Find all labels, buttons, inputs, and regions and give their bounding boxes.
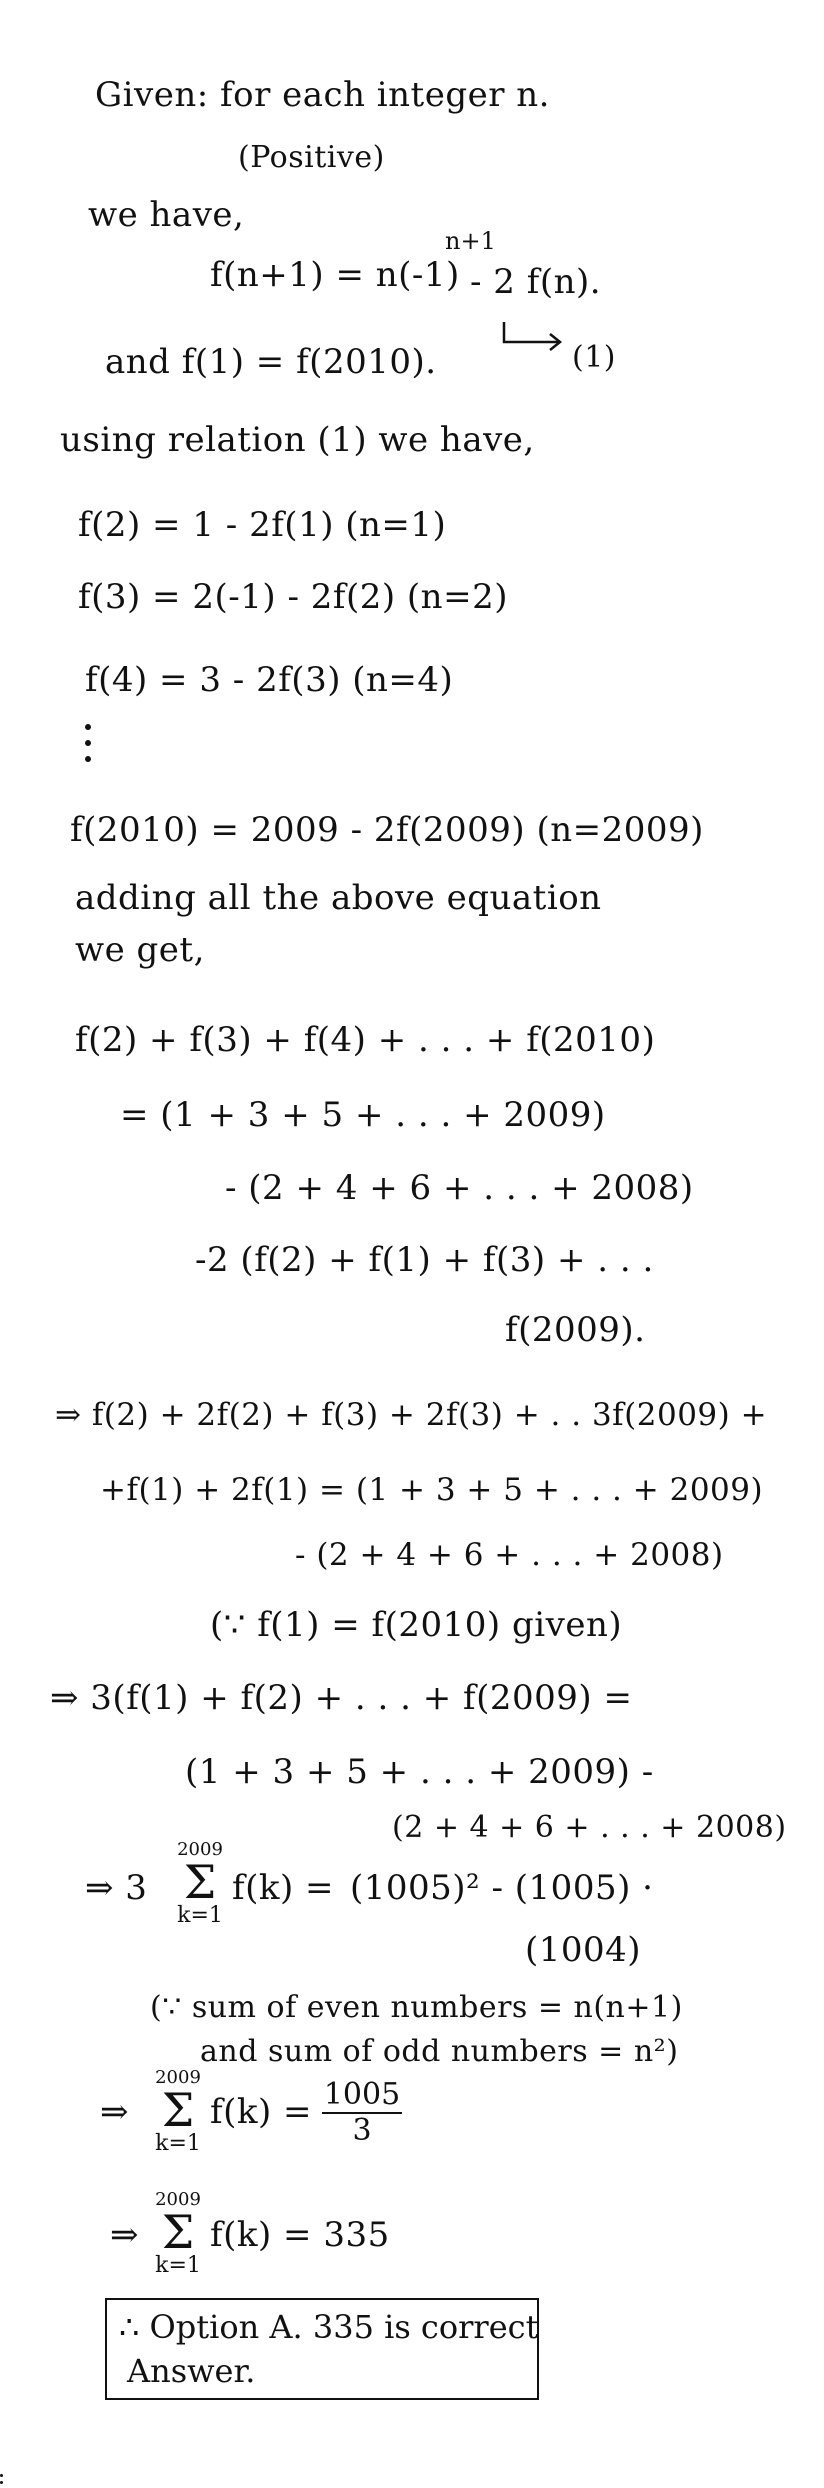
equation-ref-1: (1) — [572, 340, 616, 375]
sigma-upper-limit: 2009 — [155, 2067, 201, 2088]
using-relation-line: using relation (1) we have, — [60, 420, 535, 460]
recurrence-exponent: n+1 — [445, 227, 496, 255]
answer-line-2: Answer. — [127, 2352, 256, 2390]
implies-4-fk: f(k) = — [210, 2092, 313, 2132]
sum-rhs-f-terms-end: f(2009). — [505, 1310, 646, 1350]
summation-symbol-1 — [170, 1840, 230, 1928]
sum-rhs-f-terms: -2 (f(2) + f(1) + f(3) + . . . — [195, 1240, 654, 1280]
sigma-icon: Σ — [161, 2083, 195, 2137]
sigma-lower-limit: k=1 — [155, 2253, 201, 2278]
final-answer-box — [105, 2298, 539, 2400]
we-have-line: we have, — [88, 195, 245, 235]
sigma-upper-limit: 2009 — [155, 2189, 201, 2210]
f2-equation: f(2) = 1 - 2f(1) (n=1) — [78, 505, 447, 545]
f4-equation: f(4) = 3 - 2f(3) (n=4) — [85, 660, 454, 700]
f2010-equation: f(2010) = 2009 - 2f(2009) (n=2009) — [70, 810, 704, 850]
sigma-lower-limit: k=1 — [177, 1903, 223, 1928]
implies-line-1c: - (2 + 4 + 6 + . . . + 2008) — [295, 1537, 724, 1573]
implies-3-rhs: (1005)² - (1005) · — [350, 1868, 654, 1908]
implies-5-result: f(k) = 335 — [210, 2215, 390, 2255]
because-sums-2: and sum of odd numbers = n²) — [200, 2034, 679, 2069]
because-given: (∵ f(1) = f(2010) given) — [210, 1605, 623, 1645]
recurrence-tail: - 2 f(n). — [470, 262, 602, 302]
adding-line-2: we get, — [75, 930, 205, 970]
implies-4-prefix: ⇒ — [100, 2092, 129, 2132]
implies-3-tail: (1004) — [525, 1930, 642, 1970]
vertical-ellipsis — [85, 720, 91, 772]
fraction-numerator: 1005 — [323, 2077, 401, 2112]
fraction-denominator: 3 — [352, 2113, 372, 2148]
summation-symbol-2 — [148, 2068, 208, 2156]
implies-line-2a: ⇒ 3(f(1) + f(2) + . . . + f(2009) = — [50, 1678, 633, 1718]
sum-rhs-odd: = (1 + 3 + 5 + . . . + 2009) — [120, 1095, 606, 1135]
sigma-lower-limit: k=1 — [155, 2131, 201, 2156]
implies-3-fk: f(k) = — [232, 1868, 335, 1908]
implies-line-1a: ⇒ f(2) + 2f(2) + f(3) + 2f(3) + . . 3f(2009) + — [55, 1397, 768, 1433]
implies-line-2c: (2 + 4 + 6 + . . . + 2008) — [392, 1810, 787, 1845]
implies-line-1b: +f(1) + 2f(1) = (1 + 3 + 5 + . . . + 2009) — [100, 1472, 764, 1508]
sigma-upper-limit: 2009 — [177, 1839, 223, 1860]
hook-arrow-icon — [500, 318, 570, 358]
summation-symbol-3 — [148, 2190, 208, 2278]
positive-note: (Positive) — [238, 140, 385, 175]
recurrence-main: f(n+1) = n(-1) — [210, 255, 460, 295]
because-sums-1: (∵ sum of even numbers = n(n+1) — [150, 1990, 683, 2025]
given-line: Given: for each integer n. — [95, 75, 550, 115]
initial-condition: and f(1) = f(2010). — [105, 342, 437, 382]
stray-mark — [0, 2474, 4, 2484]
f3-equation: f(3) = 2(-1) - 2f(2) (n=2) — [78, 577, 508, 617]
answer-line-1: ∴ Option A. 335 is correct — [119, 2308, 539, 2346]
adding-line-1: adding all the above equation — [75, 878, 602, 918]
implies-5-prefix: ⇒ — [110, 2215, 139, 2255]
sigma-icon: Σ — [161, 2205, 195, 2259]
sum-rhs-even: - (2 + 4 + 6 + . . . + 2008) — [225, 1168, 694, 1208]
implies-3-prefix: ⇒ 3 — [85, 1868, 148, 1908]
fraction-1005-over-3 — [322, 2078, 402, 2148]
sum-lhs: f(2) + f(3) + f(4) + . . . + f(2010) — [75, 1020, 656, 1060]
sigma-icon: Σ — [183, 1855, 217, 1909]
implies-line-2b: (1 + 3 + 5 + . . . + 2009) - — [185, 1752, 654, 1792]
